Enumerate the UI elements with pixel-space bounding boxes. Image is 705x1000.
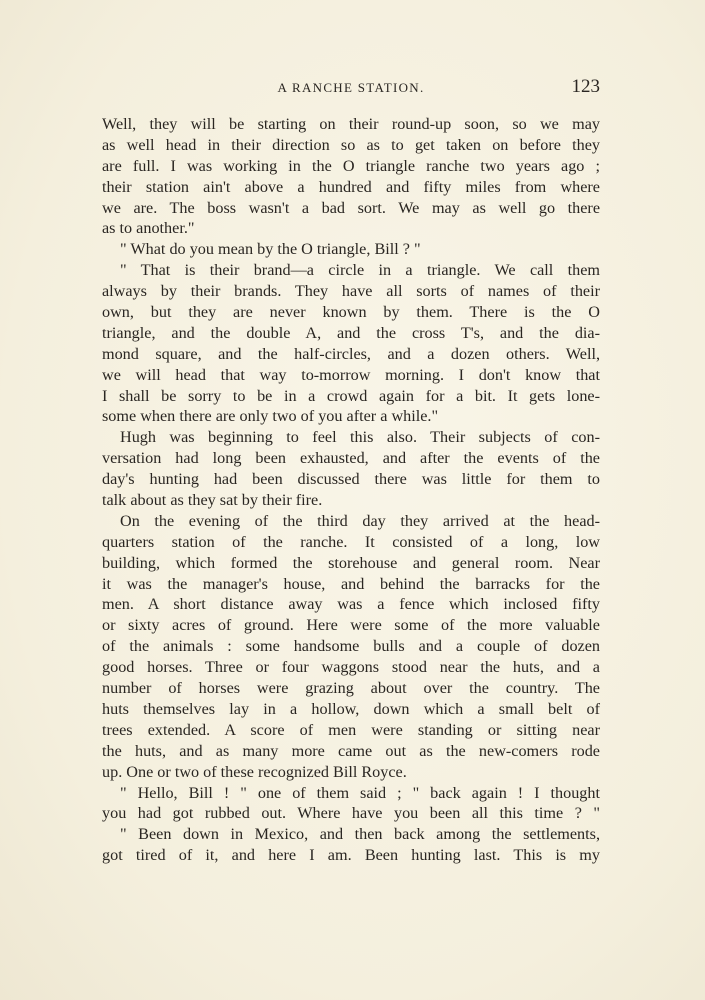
text-line: up. One or two of these recognized Bill Royce. [102, 762, 407, 781]
running-head: A RANCHE STATION. [277, 80, 425, 95]
text-line: trees extended. A score of men were standing or sitting near [102, 720, 600, 739]
text-line: some when there are only two of you after a while." [102, 407, 439, 426]
text-line: " What do you mean by the O triangle, Bill ? " [120, 240, 421, 259]
text-line: men. A short distance away was a fence which inclosed fifty [102, 595, 600, 614]
text-line: got tired of it, and here I am. Been hunting last. This is my [102, 846, 600, 865]
body-text [102, 114, 600, 866]
text-line: we are. The boss wasn't a bad sort. We may as well go there [102, 198, 600, 217]
text-line: mond square, and the half-circles, and a dozen others. Well, [102, 344, 600, 363]
page-number: 123 [571, 76, 600, 97]
text-line: quarters station of the ranche. It consisted of a long, low [102, 532, 600, 551]
text-line: Well, they will be starting on their round-up soon, so we may [102, 115, 600, 133]
text-line: I shall be sorry to be in a crowd again for a bit. It gets lone- [102, 386, 600, 405]
text-line: as to another." [102, 219, 195, 238]
text-line: good horses. Three or four waggons stood near the huts, and a [102, 658, 600, 677]
text-line: " That is their brand—a circle in a triangle. We call them [120, 261, 600, 280]
text-line: or sixty acres of ground. Here were some of the more valuable [102, 616, 600, 635]
text-line: the huts, and as many more came out as the new-comers rode [102, 741, 600, 760]
text-line: Hugh was beginning to feel this also. Their subjects of con- [120, 428, 600, 447]
text-line: their station ain't above a hundred and fifty miles from where [102, 177, 600, 196]
text-line: huts themselves lay in a hollow, down which a small belt of [102, 699, 600, 718]
page-header [102, 76, 600, 102]
text-line: own, but they are never known by them. There is the O [102, 303, 600, 322]
text-line: we will head that way to-morrow morning. I don't know that [102, 365, 600, 384]
text-line: " Been down in Mexico, and then back among the settlements, [120, 825, 600, 844]
text-line: as well head in their direction so as to get taken on before they [102, 135, 600, 154]
text-line: On the evening of the third day they arrived at the head- [120, 511, 600, 530]
text-line: of the animals : some handsome bulls and a couple of dozen [102, 637, 600, 656]
text-line: versation had long been exhausted, and after the events of the [102, 449, 600, 468]
text-line: day's hunting had been discussed there was little for them to [102, 470, 600, 489]
text-line: you had got rubbed out. Where have you been all this time ? " [102, 804, 600, 823]
text-line: triangle, and the double A, and the cross T's, and the dia- [102, 323, 600, 342]
text-line: number of horses were grazing about over the country. The [102, 679, 600, 698]
text-line: always by their brands. They have all sorts of names of their [102, 282, 600, 301]
text-line: building, which formed the storehouse and general room. Near [102, 553, 600, 572]
text-line: are full. I was working in the O triangle ranche two years ago ; [102, 156, 600, 175]
text-line: talk about as they sat by their fire. [102, 491, 323, 510]
text-line: " Hello, Bill ! " one of them said ; " back again ! I thought [120, 783, 600, 802]
text-line: it was the manager's house, and behind the barracks for the [102, 574, 600, 593]
